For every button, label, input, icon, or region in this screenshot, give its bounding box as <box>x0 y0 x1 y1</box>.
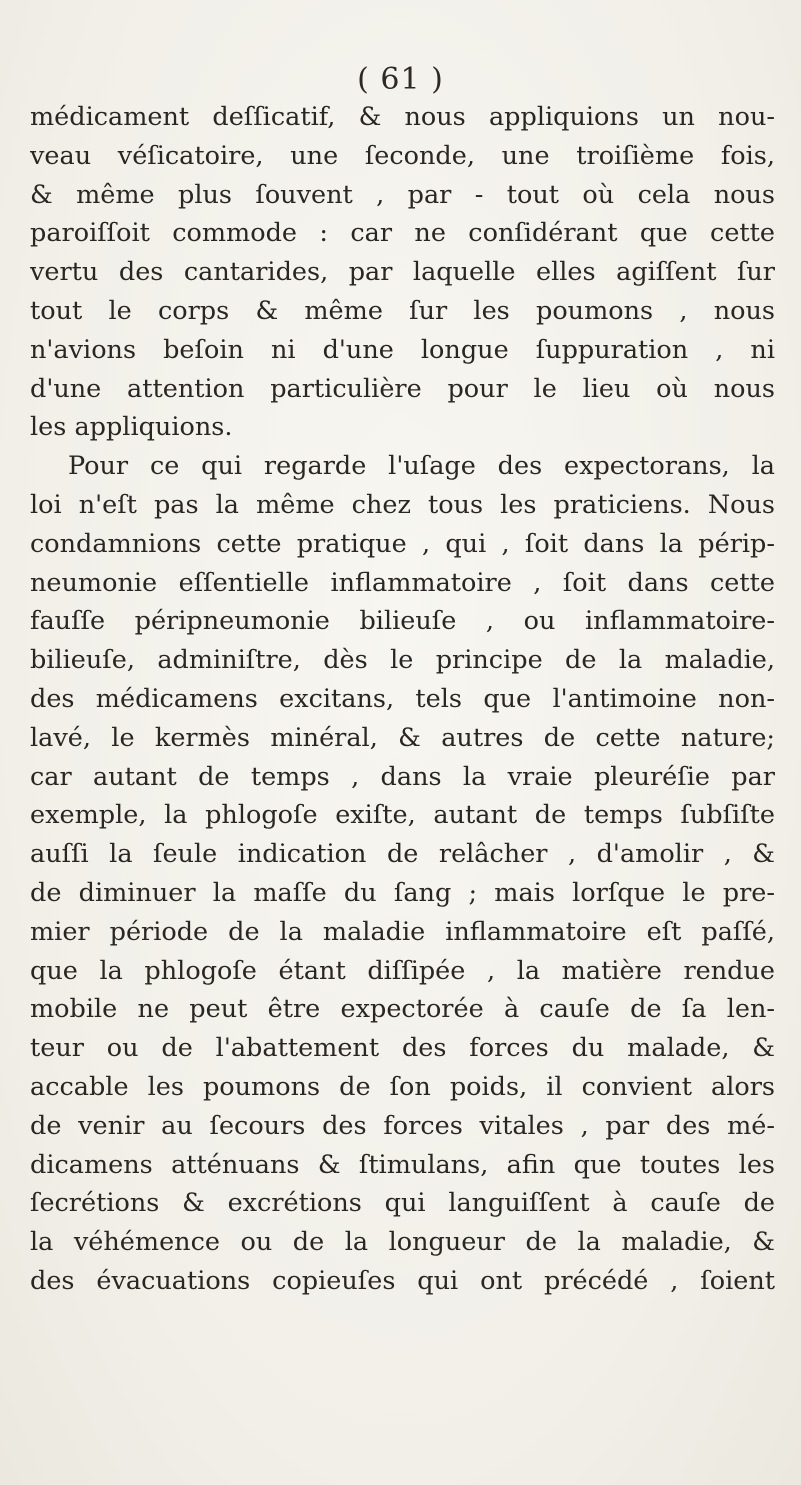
text-line: la véhémence ou de la longueur de la maladie, & <box>30 1227 775 1258</box>
text-line: lavé, le kermès minéral, & autres de cette nature; <box>30 722 775 753</box>
text-line: auſſi la ſeule indication de relâcher , d'amolir , & <box>30 839 775 870</box>
text-line: que la phlogoſe étant diſſipée , la matière rendue <box>30 955 775 986</box>
text-line: fauſſe péripneumonie bilieuſe , ou inflammatoire- <box>30 606 775 637</box>
text-line: ſecrétions & excrétions qui languiſſent à cauſe de <box>30 1188 775 1219</box>
text-line: de venir au ſecours des forces vitales , par des mé- <box>30 1110 775 1141</box>
text-line: de diminuer la maſſe du ſang ; mais lorſque le pre- <box>30 877 775 908</box>
text-line: d'une attention particulière pour le lieu où nous <box>30 373 775 404</box>
text-line: mier période de la maladie inflammatoire eſt paſſé, <box>30 916 775 947</box>
text-line: & même plus ſouvent , par - tout où cela nous <box>30 179 775 210</box>
text-line: des évacuations copieuſes qui ont précédé , ſoient <box>30 1265 775 1296</box>
text-line: les appliquions. <box>30 412 233 443</box>
text-line: vertu des cantarides, par laquelle elles agiſſent ſur <box>30 257 775 288</box>
text-line: teur ou de l'abattement des forces du malade, & <box>30 1033 775 1064</box>
body-text <box>30 98 775 1301</box>
text-line: dicamens atténuans & ſtimulans, afin que toutes les <box>30 1149 775 1180</box>
text-line: Pour ce qui regarde l'uſage des expectorans, la <box>68 451 775 482</box>
text-line: condamnions cette pratique , qui , ſoit dans la périp- <box>30 528 775 559</box>
text-line: accable les poumons de ſon poids, il convient alors <box>30 1071 775 1102</box>
page-number: ( 61 ) <box>357 62 444 97</box>
text-line: paroiſſoit commode : car ne conſidérant que cette <box>30 218 775 249</box>
text-line: loi n'eſt pas la même chez tous les praticiens. Nous <box>30 489 775 520</box>
text-line: tout le corps & même ſur les poumons , nous <box>30 295 775 326</box>
text-line: médicament deſſicatif, & nous appliquions un nou- <box>30 102 775 132</box>
text-line: veau véſicatoire, une ſeconde, une troiſième fois, <box>30 140 775 171</box>
text-line: exemple, la phlogoſe exiſte, autant de temps ſubſiſte <box>30 800 775 831</box>
text-line: mobile ne peut être expectorée à cauſe de ſa len- <box>30 994 775 1025</box>
text-line: neumonie eſſentielle inflammatoire , ſoit dans cette <box>30 567 775 598</box>
text-line: des médicamens excitans, tels que l'antimoine non- <box>30 683 775 714</box>
text-line: n'avions beſoin ni d'une longue ſuppuration , ni <box>30 334 775 365</box>
text-line: bilieuſe, adminiſtre, dès le principe de la maladie, <box>30 645 775 676</box>
text-line: car autant de temps , dans la vraie pleuréſie par <box>30 761 775 792</box>
